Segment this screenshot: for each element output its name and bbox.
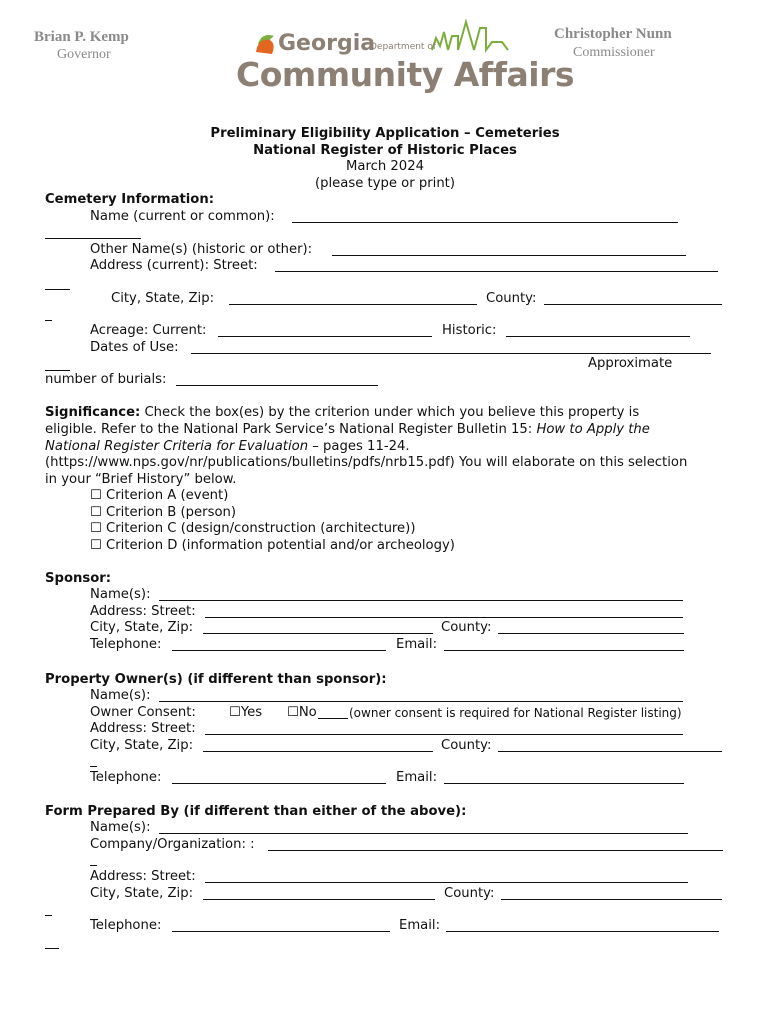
preparer-county-field[interactable] [501, 899, 722, 900]
significance-line-2 [45, 422, 650, 438]
significance-text-3-italic: National Register Criteria for Evaluation [45, 439, 309, 454]
commissioner-name: Christopher Nunn [554, 26, 672, 42]
significance-text-1: Check the box(es) by the criterion under which you believe this property is [140, 405, 640, 420]
sponsor-email-label: Email: [396, 637, 438, 652]
preparer-company-field-cont[interactable] [90, 865, 97, 866]
cemetery-other-name-field[interactable] [332, 255, 686, 256]
preparer-heading: Form Prepared By (if different than either of the above): [45, 804, 467, 819]
cemetery-burials-field[interactable] [176, 385, 378, 386]
preparer-phone-field-cont[interactable] [45, 948, 59, 949]
preparer-city-field[interactable] [203, 899, 435, 900]
significance-line-3 [45, 439, 410, 455]
sponsor-county-field[interactable] [498, 633, 684, 634]
logo-dept: Department of [370, 42, 436, 52]
preparer-city-label: City, State, Zip: [90, 886, 194, 901]
owner-consent-no-checkbox[interactable]: ☐No [287, 705, 317, 720]
title-line-4: (please type or print) [314, 176, 455, 191]
dca-logo [236, 14, 574, 100]
owner-consent-note: (owner consent is required for National Register listing) [349, 706, 682, 720]
preparer-phone-label: Telephone: [90, 918, 162, 933]
sponsor-county-label: County: [441, 620, 492, 635]
sponsor-phone-label: Telephone: [90, 637, 162, 652]
sponsor-email-field[interactable] [444, 650, 684, 651]
cemetery-acreage-field[interactable] [218, 336, 432, 337]
significance-text-2-italic: How to Apply the [536, 422, 650, 437]
governor-title: Governor [57, 47, 111, 62]
cemetery-approx-label: Approximate [588, 356, 673, 371]
owner-phone-field[interactable] [172, 783, 386, 784]
cemetery-name-label: Name (current or common): [90, 209, 275, 224]
sponsor-phone-field[interactable] [172, 650, 386, 651]
owner-heading: Property Owner(s) (if different than sponsor): [45, 672, 387, 687]
cemetery-other-name-label: Other Name(s) (historic or other): [90, 242, 313, 257]
preparer-county-label: County: [444, 886, 495, 901]
title-line-3: March 2024 [346, 159, 424, 174]
cemetery-historic-label: Historic: [442, 323, 497, 338]
cemetery-city-label: City, State, Zip: [111, 291, 215, 306]
significance-line-5: in your “Brief History” below. [45, 472, 237, 487]
sponsor-city-label: City, State, Zip: [90, 620, 194, 635]
preparer-company-label: Company/Organization: : [90, 837, 255, 852]
preparer-company-field[interactable] [268, 850, 723, 851]
owner-address-label: Address: Street: [90, 721, 196, 736]
title-line-1: Preliminary Eligibility Application – Cemeteries [210, 126, 560, 141]
preparer-email-label: Email: [399, 918, 441, 933]
preparer-address-label: Address: Street: [90, 869, 196, 884]
owner-email-label: Email: [396, 770, 438, 785]
cemetery-name-field[interactable] [292, 222, 678, 223]
cemetery-county-label: County: [486, 291, 537, 306]
significance-line-4: (https://www.nps.gov/nr/publications/bulletins/pdfs/nrb15.pdf) You will elaborate on this selection [45, 455, 688, 470]
cemetery-dates-label: Dates of Use: [90, 340, 179, 355]
cemetery-historic-field[interactable] [506, 336, 690, 337]
owner-phone-label: Telephone: [90, 770, 162, 785]
criterion-a-checkbox[interactable]: ☐ Criterion A (event) [90, 488, 229, 503]
owner-consent-yes-checkbox[interactable]: ☐Yes [229, 705, 263, 720]
preparer-city-field-cont[interactable] [45, 915, 52, 916]
owner-name-label: Name(s): [90, 688, 151, 703]
cemetery-heading: Cemetery Information: [45, 192, 215, 207]
cemetery-address-label: Address (current): Street: [90, 258, 258, 273]
owner-email-field[interactable] [444, 783, 684, 784]
cemetery-dates-field-cont[interactable] [45, 370, 70, 371]
logo-main: Community Affairs [236, 55, 574, 94]
cemetery-address-field-cont[interactable] [45, 289, 70, 290]
owner-name-field[interactable] [159, 701, 683, 702]
criterion-c-checkbox[interactable]: ☐ Criterion C (design/construction (architecture)) [90, 521, 416, 536]
cemetery-name-field-cont[interactable] [45, 238, 141, 239]
owner-city-field-cont[interactable] [90, 766, 97, 767]
significance-text-2: eligible. Refer to the National Park Service’s National Register Bulletin 15: [45, 422, 537, 437]
preparer-email-field[interactable] [446, 931, 719, 932]
significance-heading: Significance: [45, 405, 141, 420]
title-line-2: National Register of Historic Places [253, 143, 517, 158]
cemetery-county-field[interactable] [544, 304, 722, 305]
sponsor-address-field[interactable] [205, 617, 683, 618]
preparer-name-field[interactable] [159, 833, 688, 834]
owner-city-field[interactable] [203, 751, 433, 752]
cemetery-dates-field[interactable] [191, 353, 711, 354]
cemetery-city-field-cont[interactable] [45, 320, 52, 321]
cemetery-address-field[interactable] [275, 271, 718, 272]
owner-county-label: County: [441, 738, 492, 753]
sponsor-city-field[interactable] [203, 633, 433, 634]
criterion-b-checkbox[interactable]: ☐ Criterion B (person) [90, 505, 237, 520]
preparer-phone-field[interactable] [172, 931, 390, 932]
owner-address-field[interactable] [205, 734, 683, 735]
preparer-address-field[interactable] [205, 882, 688, 883]
cemetery-burials-label: number of burials: [45, 372, 167, 387]
sponsor-address-label: Address: Street: [90, 604, 196, 619]
owner-county-field[interactable] [498, 751, 722, 752]
sponsor-name-label: Name(s): [90, 587, 151, 602]
significance-text-3: – pages 11-24. [308, 439, 410, 454]
governor-name: Brian P. Kemp [34, 29, 129, 45]
sponsor-heading: Sponsor: [45, 571, 112, 586]
owner-consent-label: Owner Consent: [90, 705, 196, 720]
preparer-name-label: Name(s): [90, 820, 151, 835]
owner-city-label: City, State, Zip: [90, 738, 194, 753]
cemetery-city-field[interactable] [229, 304, 477, 305]
logo-georgia: Georgia [278, 31, 376, 56]
significance-line-1 [45, 405, 639, 421]
owner-consent-no-field[interactable] [318, 718, 348, 719]
criterion-d-checkbox[interactable]: ☐ Criterion D (information potential and/or archeology) [90, 538, 455, 553]
cemetery-acreage-label: Acreage: Current: [90, 323, 207, 338]
sponsor-name-field[interactable] [159, 600, 683, 601]
commissioner-title: Commissioner [573, 45, 655, 60]
